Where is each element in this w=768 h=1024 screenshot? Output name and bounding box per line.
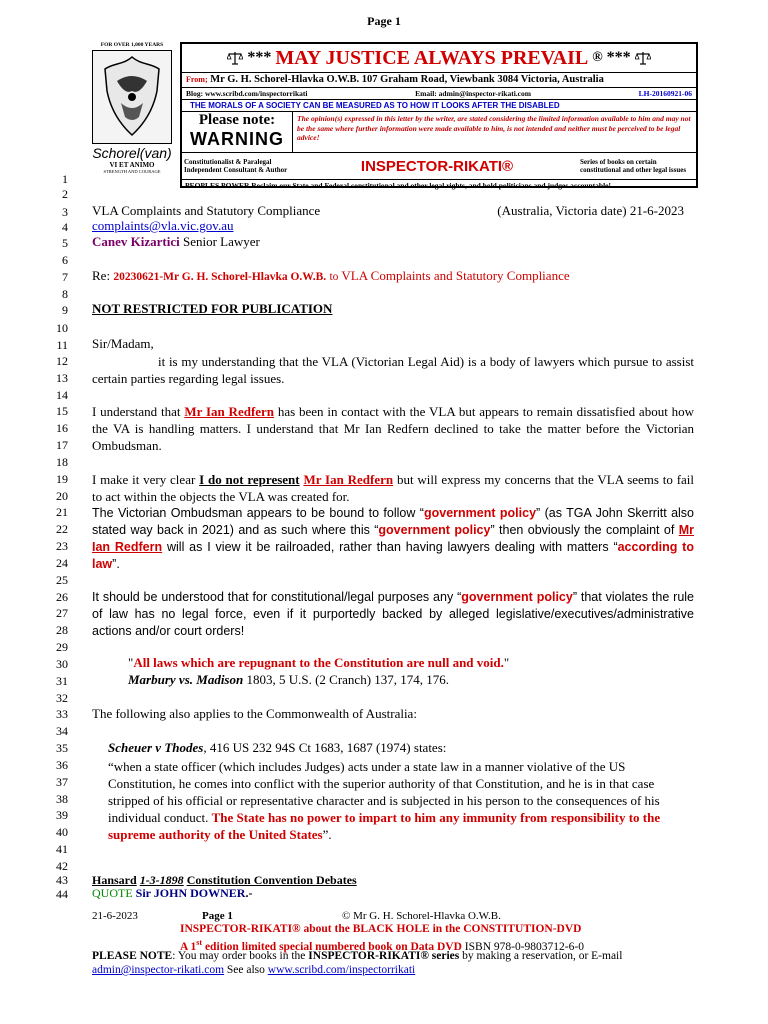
p2-text-b: has been in contact with the VLA but appears to remain dissatisfied about how the VA is handling matters. I understand that Mr Ian Redfern declined to take the matter before the Victorian Ombudsman. — [92, 404, 695, 453]
re-subject: VLA Complaints and Statutory Compliance — [341, 268, 570, 283]
line-number: 4 — [62, 220, 68, 234]
warning-label: WARNING — [190, 129, 284, 149]
p3-text-b: but will express my concerns that the VLA seems to fail to act within the objects the VLA was created for. — [92, 472, 695, 504]
letterhead-banner — [180, 42, 698, 188]
line-number: 33 — [56, 707, 68, 721]
footer-copyright: © Mr G. H. Schorel-Hlavka O.W.B. — [342, 910, 501, 922]
line-number: 16 — [56, 421, 68, 435]
line-number: 37 — [56, 775, 68, 789]
line-number: 9 — [62, 303, 68, 317]
line-number: 2 — [62, 187, 68, 201]
family-crest-logo — [88, 42, 176, 186]
quote-marbury — [128, 656, 688, 671]
from-label: From; — [186, 75, 208, 84]
re-line — [92, 269, 694, 285]
logo-name: Schorel(van) — [92, 145, 172, 161]
footer-page: Page 1 — [202, 910, 233, 922]
line-number: 6 — [62, 253, 68, 267]
line-number: 44 — [56, 887, 68, 901]
case-name: Scheuer v Thodes — [108, 740, 204, 755]
inspector-rikati-title: INSPECTOR-RIKATI® — [360, 157, 514, 175]
line-number: 38 — [56, 792, 68, 806]
logo-motto: VI ET ANIMO — [109, 161, 155, 169]
quote-open: " — [128, 655, 134, 670]
quote-text: “when a state officer (which includes Judges) acts under a state law in a manner violative of the US Constitution, he comes into conflict with the superior authority of that Constitution, and he is in that case stripped of his official or representative character and is subjected in his person to the consequences of his individual conduct. — [108, 759, 660, 825]
warning-text: The opinion(s) expressed in this letter by the writer, are stated considering the limited information available to him and may not be the same where further information were made available to him, is not intended and neither must be perceived to be legal advice! — [297, 114, 691, 142]
contact-name: Canev Kizartici — [92, 234, 180, 249]
quote-text-highlight: The State has no power to impart to him any immunity from responsibility to the supreme authority of the United States — [108, 810, 661, 842]
line-number: 19 — [56, 472, 68, 486]
scales-of-justice-icon — [635, 50, 651, 66]
consultant-label: Constitutionalist & Paralegal Independent Consultant & Author — [184, 158, 288, 174]
edition-a: A 1 — [180, 940, 197, 953]
line-number: 22 — [56, 522, 68, 536]
paragraph-3 — [92, 471, 694, 505]
p4-text-c: ” then obviously the complaint of — [490, 523, 675, 537]
quote-person-end: .- — [245, 886, 253, 900]
footer-dvd-title: INSPECTOR-RIKATI® about the BLACK HOLE in the CONSTITUTION-DVD — [180, 923, 582, 935]
paragraph-4 — [92, 505, 694, 573]
p3-text-a: I make it very clear — [92, 472, 196, 487]
footer-scribd-link[interactable]: www.scribd.com/inspectorrikati — [267, 964, 416, 976]
note-series: INSPECTOR-RIKATI® series — [308, 950, 460, 962]
line-number: 29 — [56, 640, 68, 654]
paragraph-2 — [92, 403, 694, 454]
not-represent: I do not represent — [199, 472, 300, 487]
morals-statement: THE MORALS OF A SOCIETY CAN BE MEASURED AS TO HOW IT LOOKS AFTER THE DISABLED — [182, 100, 696, 112]
line-number: 7 — [62, 270, 68, 284]
line-number: 24 — [56, 556, 68, 570]
please-note-label: Please note: — [198, 112, 276, 128]
p5-text-b: ” that violates the rule of law has no legal force, even if it purportedly backed by alleged legislative/executives/administrative actions and/or court orders! — [92, 590, 695, 638]
peoples-power-row — [182, 180, 696, 191]
footer-top-line — [92, 910, 692, 922]
title-stars-left: *** — [247, 49, 272, 66]
salutation: Sir/Madam, — [92, 336, 154, 351]
warning-row — [182, 112, 696, 153]
case-citation: , 416 US 232 94S Ct 1683, 1687 (1974) states: — [203, 740, 447, 755]
p4-text-a: The Victorian Ombudsman appears to be bound to follow “ — [92, 506, 424, 520]
footer-links — [92, 964, 702, 977]
line-number: 11 — [56, 338, 68, 352]
peoples-power-text: Reclaim our State and Federal constitutional and other legal rights, and hold politicians and judges accountable! — [251, 181, 612, 190]
quote-label: QUOTE — [92, 886, 133, 900]
line-number: 28 — [56, 623, 68, 637]
line-number: 12 — [56, 354, 68, 368]
line-number: 31 — [56, 674, 68, 688]
hansard-date: 1-3-1898 — [139, 873, 184, 887]
case-name: Marbury vs. Madison — [128, 672, 244, 687]
logo-caption: FOR OVER 1,000 YEARS — [100, 42, 164, 48]
edition-sup: st — [196, 938, 203, 947]
crest-icon — [93, 51, 171, 143]
government-policy: government policy — [461, 590, 573, 604]
line-number: 40 — [56, 825, 68, 839]
government-policy: government policy — [378, 523, 491, 537]
complaints-email-link[interactable]: complaints@vla.vic.gov.au — [92, 218, 234, 233]
edition-b: edition limited special numbered book on Data DVD — [204, 940, 462, 953]
line-number: 13 — [56, 371, 68, 385]
scales-of-justice-icon — [227, 50, 243, 66]
header-line — [92, 204, 694, 219]
citation-marbury — [128, 673, 688, 688]
quote-scheuer — [108, 758, 692, 843]
paragraph-5 — [92, 589, 694, 640]
line-number: 32 — [56, 691, 68, 705]
series-label: Series of books on certain constitutional and other legal issues — [580, 158, 687, 174]
hansard-label: Hansard — [92, 873, 137, 887]
banner-title-mark: ® — [592, 50, 603, 65]
line-number: 21 — [56, 505, 68, 519]
email-line — [92, 219, 694, 234]
line-number: 8 — [62, 287, 68, 301]
note-text-c: See also — [226, 964, 265, 976]
p2-text-a: I understand that — [92, 404, 181, 419]
line-number: 27 — [56, 606, 68, 620]
citation-scheuer — [108, 741, 692, 756]
p4-text-e: ”. — [112, 557, 120, 571]
inspector-row — [182, 153, 696, 180]
government-policy: government policy — [423, 506, 537, 520]
paragraph-6: The following also applies to the Commonwealth of Australia: — [92, 706, 417, 721]
line-number: 36 — [56, 758, 68, 772]
sender-row — [182, 73, 696, 88]
line-number: 30 — [56, 657, 68, 671]
line-number: 42 — [56, 859, 68, 873]
line-number: 39 — [56, 808, 68, 822]
warning-heading — [182, 112, 293, 152]
re-reference: 20230621-Mr G. H. Schorel-Hlavka O.W.B. — [113, 271, 327, 283]
quote-text: All laws which are repugnant to the Constitution are null and void. — [133, 655, 504, 670]
quote-close: " — [503, 655, 510, 670]
page-header: Page 1 — [367, 14, 401, 28]
case-citation: 1803, 5 U.S. (2 Cranch) 137, 174, 176. — [246, 672, 450, 687]
email-link[interactable]: Email: admin@inspector-rikati.com — [415, 89, 531, 98]
quote-downer-line — [92, 886, 694, 901]
banner-title: MAY JUSTICE ALWAYS PREVAIL — [275, 46, 589, 69]
line-number: 15 — [56, 404, 68, 418]
line-number: 43 — [56, 873, 68, 887]
letter-date: (Australia, Victoria date) 21-6-2023 — [497, 203, 684, 218]
hansard-title: Constitution Convention Debates — [186, 873, 357, 887]
p4-text-b: ” (as TGA John Skerritt also stated way back in 2021) and as such where this “ — [92, 506, 695, 537]
note-text-b: by making a reservation, or E-mail — [462, 950, 623, 962]
line-number: 23 — [56, 539, 68, 553]
line-number: 3 — [62, 205, 68, 219]
restriction-heading: NOT RESTRICTED FOR PUBLICATION — [92, 301, 333, 316]
name-mr-ian-redfern: Mr Ian Redfern — [184, 404, 275, 419]
line-number: 5 — [62, 236, 68, 250]
footer-date: 21-6-2023 — [92, 910, 138, 922]
sender-address: Mr G. H. Schorel-Hlavka O.W.B. 107 Graham Road, Viewbank 3084 Victoria, Australia — [210, 74, 604, 85]
isbn: ISBN 978-0-9803712-6-0 — [464, 940, 584, 953]
name-mr-ian-redfern: Mr Ian Redfern — [303, 472, 394, 487]
line-number: 26 — [56, 590, 68, 604]
banner-title-row — [182, 44, 696, 73]
line-number: 1 — [62, 172, 68, 186]
footer-email-link[interactable]: admin@inspector-rikati.com — [92, 964, 225, 976]
title-stars-right: *** — [606, 49, 631, 66]
line-number: 14 — [56, 388, 68, 402]
addressee: VLA Complaints and Statutory Compliance — [92, 203, 321, 218]
line-number: 20 — [56, 489, 68, 503]
p4-text-d: will as I view it be railroaded, rather than having lawyers dealing with matters “ — [166, 540, 618, 554]
line-number: 25 — [56, 573, 68, 587]
contact-title: Senior Lawyer — [182, 234, 260, 249]
contact-row — [182, 88, 696, 100]
footer-note — [92, 950, 702, 963]
line-number: 17 — [56, 438, 68, 452]
please-note-label: PLEASE NOTE — [92, 950, 173, 962]
blog-link[interactable]: Blog: www.scribd.com/inspectorrikati — [186, 89, 308, 98]
line-number: 18 — [56, 455, 68, 469]
crest-image — [92, 50, 172, 144]
logo-motto-sub: STRENGTH AND COURAGE — [103, 169, 161, 174]
paragraph-1: it is my understanding that the VLA (Victorian Legal Aid) is a body of lawyers which pursue to assist certain parties regarding legal issues. — [92, 354, 694, 386]
according-to-law: according to law — [92, 540, 694, 571]
name-mr-ian-redfern: Mr Ian Redfern — [92, 523, 694, 554]
line-number: 41 — [56, 842, 68, 856]
p5-text-a: It should be understood that for constitutional/legal purposes any “ — [92, 590, 462, 604]
quote-person: Sir JOHN DOWNER — [135, 886, 246, 900]
line-number: 10 — [56, 321, 68, 335]
note-text-a: : You may order books in the — [172, 950, 306, 962]
re-label: Re: — [92, 268, 111, 283]
peoples-power-label: PEOPLES POWER — [185, 181, 250, 190]
quote-end: ”. — [322, 827, 332, 842]
line-number: 35 — [56, 741, 68, 755]
line-number: 34 — [56, 724, 68, 738]
contact-line — [92, 235, 694, 250]
letterhead-code: LH-20160921-06 — [638, 89, 692, 98]
re-to: to — [329, 271, 339, 283]
